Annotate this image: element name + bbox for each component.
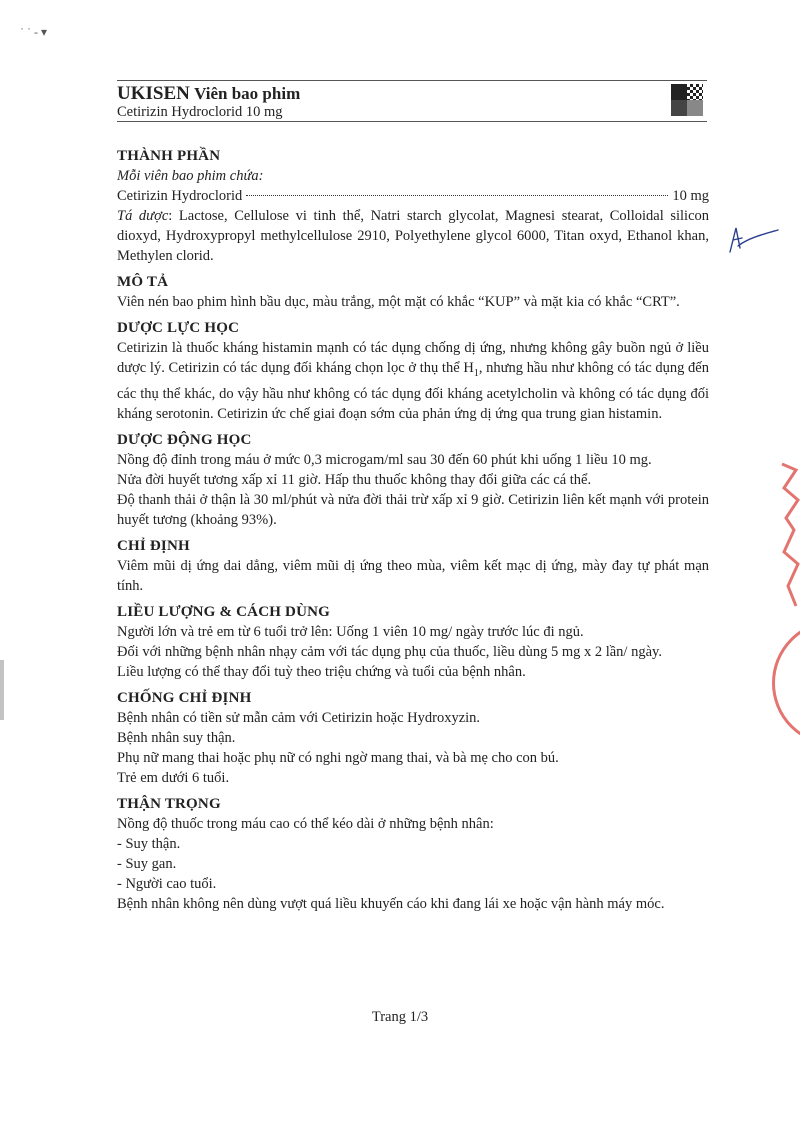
composition-intro: Mỗi viên bao phim chứa: xyxy=(117,168,264,184)
precaution-item: - Suy gan. xyxy=(117,855,177,872)
indications-text: Viêm mũi dị ứng dai dẳng, viêm mũi dị ứng theo mùa, viêm kết mạc dị ứng, mày đay tự phát mạn tính. xyxy=(117,557,709,594)
pharmacokinetics-line: Nồng độ đỉnh trong máu ở mức 0,3 microgam/ml sau 30 đến 60 phút khi uống 1 liều 10 mg. xyxy=(117,451,652,468)
contraindication-line: Bệnh nhân suy thận. xyxy=(117,729,236,746)
checker-logo-icon xyxy=(671,84,703,116)
red-signature-mark-icon xyxy=(778,460,800,610)
dosage-line: Đối với những bệnh nhân nhạy cảm với tác dụng phụ của thuốc, liều dùng 5 mg x 2 lần/ ngày. xyxy=(117,643,662,660)
pharmacokinetics-line: Nửa đời huyết tương xấp xỉ 11 giờ. Hấp thu thuốc không thay đổi giữa các cá thể. xyxy=(117,471,592,488)
section-title-mo-ta: MÔ TẢ xyxy=(117,274,169,290)
pharmacodynamics-text xyxy=(117,338,709,424)
section-title-duoc-dong-hoc: DƯỢC ĐỘNG HỌC xyxy=(117,431,252,448)
precaution-item: - Người cao tuổi. xyxy=(117,875,217,892)
section-title-lieu-luong: LIỀU LƯỢNG & CÁCH DÙNG xyxy=(117,603,331,620)
excipients xyxy=(117,206,709,266)
product-title xyxy=(117,83,300,105)
contraindication-line: Trẻ em dưới 6 tuổi. xyxy=(117,769,230,786)
pharmacokinetics-line: Độ thanh thải ở thận là 30 ml/phút và nửa đời thải trừ xấp xỉ 9 giờ. Cetirizin liên kết mạnh với protein huyết tương (khoảng 93%). xyxy=(117,491,709,528)
page-number: Trang 1/3 xyxy=(371,1009,429,1025)
section-title-duoc-luc-hoc: DƯỢC LỰC HỌC xyxy=(117,320,240,336)
description-text: Viên nén bao phim hình bầu dục, màu trắng, một mặt có khắc “KUP” và mặt kia có khắc “CRT”. xyxy=(117,294,680,310)
section-title-chi-dinh: CHỈ ĐỊNH xyxy=(117,537,190,554)
precautions-closing: Bệnh nhân không nên dùng vượt quá liều khuyến cáo khi đang lái xe hoặc vận hành máy móc. xyxy=(117,895,665,912)
scan-edge-mark xyxy=(0,660,4,720)
pharmacodynamics-part-b: , nhưng hầu như không có tác dụng đến các thụ thể khác, do vậy hầu như không có tác dụng đối kháng acetylcholin và không có tác dụng đối kháng serotonin. Cetirizin ức chế giai đoạn sớm của phản ứng dị ứng qua trung gian histamin. xyxy=(117,360,709,422)
ingredient-name: Cetirizin Hydroclorid xyxy=(117,188,243,204)
dosage-form: Viên bao phim xyxy=(194,84,301,103)
document-header xyxy=(117,80,707,122)
contraindication-line: Phụ nữ mang thai hoặc phụ nữ có nghi ngờ mang thai, và bà mẹ cho con bú. xyxy=(117,749,559,766)
contraindication-line: Bệnh nhân có tiền sử mẫn cảm với Cetirizin hoặc Hydroxyzin. xyxy=(117,709,481,726)
section-title-thanh-phan: THÀNH PHẦN xyxy=(117,148,221,164)
document-body xyxy=(117,146,709,914)
dosage-line: Người lớn và trẻ em từ 6 tuổi trở lên: Uống 1 viên 10 mg/ ngày trước lúc đi ngủ. xyxy=(117,623,584,640)
ingredient-line xyxy=(117,186,709,206)
excipient-label: Tá dược xyxy=(117,208,169,224)
dosage-line: Liều lượng có thể thay đổi tuỳ theo triệu chứng và tuổi của bệnh nhân. xyxy=(117,663,526,680)
section-title-chong-chi-dinh: CHỐNG CHỈ ĐỊNH xyxy=(117,689,252,706)
dot-leader xyxy=(246,194,668,196)
scan-specks: ˙ ˙ ‑ ▾ xyxy=(20,25,48,39)
receptor-subscript: 1 xyxy=(473,367,479,379)
ingredient-amount: 10 mg xyxy=(672,188,709,204)
product-subtitle: Cetirizin Hydroclorid 10 mg xyxy=(117,104,283,120)
precaution-item: - Suy thận. xyxy=(117,835,181,852)
section-title-than-trong: THẬN TRỌNG xyxy=(117,795,221,812)
handwritten-initial-icon xyxy=(724,218,780,258)
excipient-text: : Lactose, Cellulose vi tinh thể, Natri starch glycolat, Magnesi stearat, Colloidal silicon dioxyd, Hydroxypropyl methylcellulose 2910, Polyethylene glycol 6000, Titan oxyd, Ethanol khan, Methylen clorid. xyxy=(117,208,710,264)
red-seal-icon xyxy=(772,620,800,746)
brand-name: UKISEN xyxy=(117,83,190,104)
precautions-intro: Nồng độ thuốc trong máu cao có thể kéo dài ở những bệnh nhân: xyxy=(117,815,494,832)
pharmacodynamics-part-a: Cetirizin là thuốc kháng histamin mạnh có tác dụng chống dị ứng, nhưng không gây buồn ngủ ở liều dược lý. Cetirizin có tác dụng đối kháng chọn lọc ở thụ thể H xyxy=(117,340,709,376)
